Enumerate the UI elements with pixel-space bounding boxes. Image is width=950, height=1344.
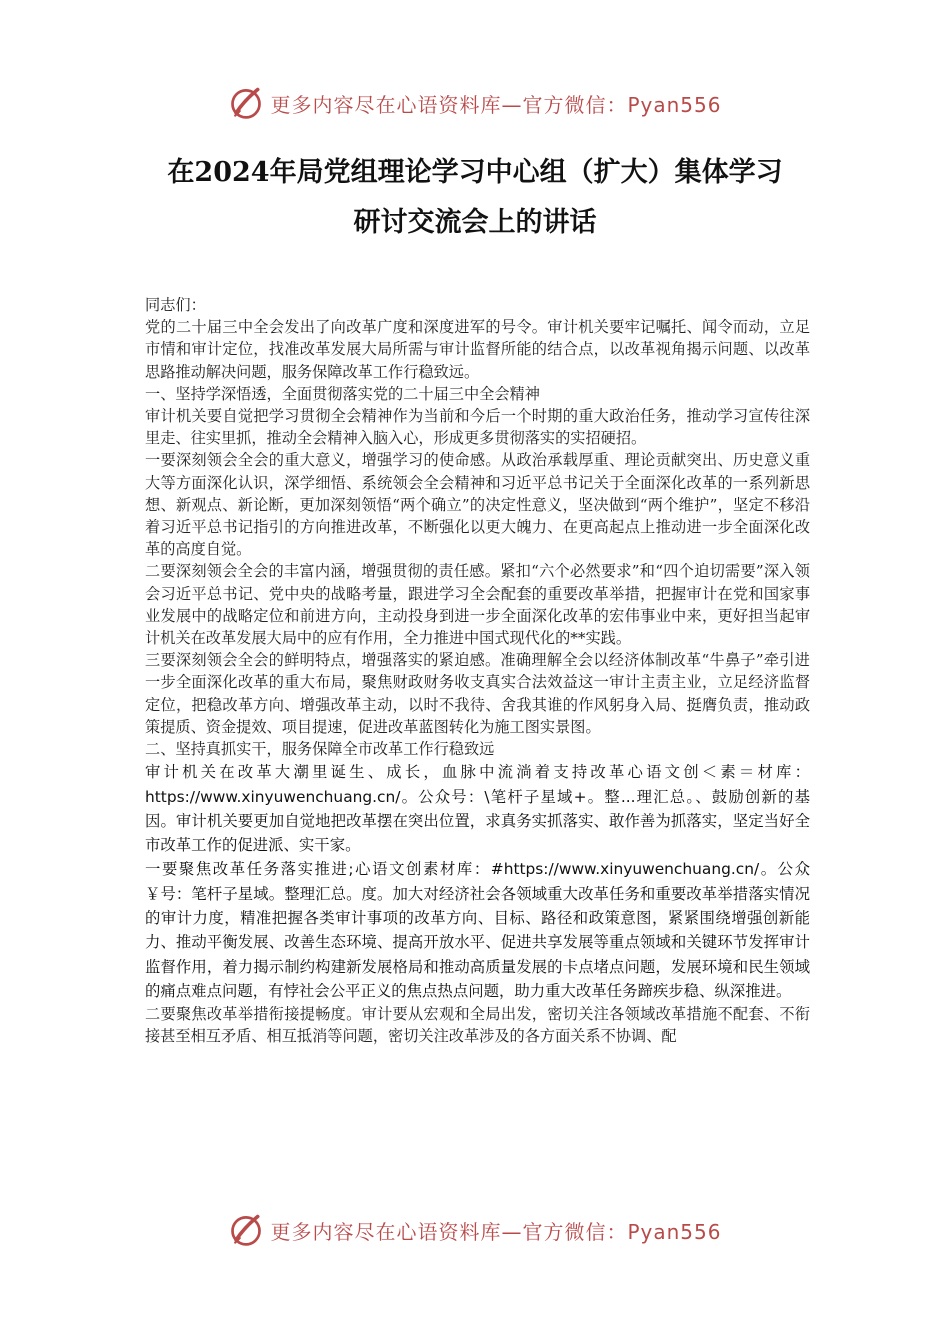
- paragraph: 二要聚焦改革举措衔接提畅度。审计要从宏观和全局出发，密切关注各领域改革措施不配套、不衔接甚至相互矛盾、相互抵消等问题，密切关注改革涉及的各方面关系不协调、配: [145, 1005, 810, 1046]
- banner-slogan: 更多内容尽在心语资料库: [270, 92, 502, 117]
- footer-banner: [0, 1210, 950, 1250]
- salutation: 同志们：: [145, 296, 206, 314]
- brush-logo-icon: [228, 1212, 264, 1248]
- section-heading: 二、坚持真抓实干，服务保障全市改革工作行稳致远: [145, 740, 495, 759]
- paragraph: 一要深刻领会全会的重大意义，增强学习的使命感。从政治承载厚重、理论贡献突出、历史意义重大等方面深化认识，深学细悟、系统领会全会精神和习近平总书记关于全面深化改革的一系列新思想、新观点、新论断，更加深刻领悟“两个确立”的决定性意义，坚决做到“两个维护”，坚定不移沿着习近平总书记指引的方向推进改革，不断强化以更大魄力、在更高起点上推动进一步全面深化改革的高度自觉。: [145, 451, 810, 559]
- title-line-2: 研讨交流会上的讲话: [353, 207, 597, 238]
- section-heading: 一、坚持学深悟透，全面贯彻落实党的二十届三中全会精神: [145, 384, 540, 403]
- document-body: [145, 294, 810, 1048]
- banner-separator: —: [501, 1219, 523, 1244]
- banner-slogan: 更多内容尽在心语资料库: [270, 1219, 502, 1244]
- banner-contact: 官方微信：Pyan556: [522, 1219, 722, 1244]
- brush-logo-icon: [228, 85, 264, 121]
- header-banner: [0, 83, 950, 123]
- banner-text: [270, 89, 721, 118]
- document-title: [0, 148, 950, 248]
- paragraph: 审计机关在改革大潮里诞生、成长，血脉中流淌着支持改革心语文创＜素＝材库：https://www.xinyuwenchuang.cn/。公众号：\笔杆子星域+。整...理汇总。、鼓励创新的基因。审计机关要更加自觉地把改革摆在突出位置，求真务实抓落实、敢作善为抓落实，坚定当好全市改革工作的促进派、实干家。: [145, 763, 810, 855]
- paragraph: 一要聚焦改革任务落实推进;心语文创素材库：#https://www.xinyuwenchuang.cn/。公众￥号：笔杆子星域。整理汇总。度。加大对经济社会各领域重大改革任务和重要改革举措落实情况的审计力度，精准把握各类审计事项的改革方向、目标、路径和政策意图，紧紧围绕增强创新能力、推动平衡发展、改善生态环境、提高开放水平、促进共享发展等重点领域和关键环节发挥审计监督作用，着力揭示制约构建新发展格局和推动高质量发展的卡点堵点问题，发展环境和民生领域的痛点难点问题，有悖社会公平正义的焦点热点问题，助力重大改革任务蹄疾步稳、纵深推进。: [145, 860, 810, 1000]
- banner-text: [270, 1216, 721, 1245]
- banner-separator: —: [501, 92, 523, 117]
- title-line-1: 在2024年局党组理论学习中心组（扩大）集体学习: [167, 157, 783, 188]
- paragraph: 三要深刻领会全会的鲜明特点，增强落实的紧迫感。准确理解全会以经济体制改革“牛鼻子”牵引进一步全面深化改革的重大布局，聚焦财政财务收支真实合法效益这一审计主责主业，立足经济监督定位，把稳改革方向、增强改革主动，以时不我待、舍我其谁的作风躬身入局、挺膺负责，推动政策提质、资金提效、项目提速，促进改革蓝图转化为施工图实景图。: [145, 651, 810, 736]
- paragraph: 党的二十届三中全会发出了向改革广度和深度进军的号令。审计机关要牢记嘱托、闻令而动，立足市情和审计定位，找准改革发展大局所需与审计监督所能的结合点，以改革视角揭示问题、以改革思路推动解决问题，服务保障改革工作行稳致远。: [145, 318, 810, 381]
- paragraph: 二要深刻领会全会的丰富内涵，增强贯彻的责任感。紧扣“六个必然要求”和“四个迫切需要”深入领会习近平总书记、党中央的战略考量，跟进学习全会配套的重要改革举措，把握审计在党和国家事业发展中的战略定位和前进方向，主动投身到进一步全面深化改革的宏伟事业中来，更好担当起审计机关在改革发展大局中的应有作用，全力推进中国式现代化的**实践。: [145, 562, 810, 648]
- paragraph: 审计机关要自觉把学习贯彻全会精神作为当前和今后一个时期的重大政治任务，推动学习宣传往深里走、往实里抓，推动全会精神入脑入心，形成更多贯彻落实的实招硬招。: [145, 407, 810, 448]
- banner-contact: 官方微信：Pyan556: [522, 92, 722, 117]
